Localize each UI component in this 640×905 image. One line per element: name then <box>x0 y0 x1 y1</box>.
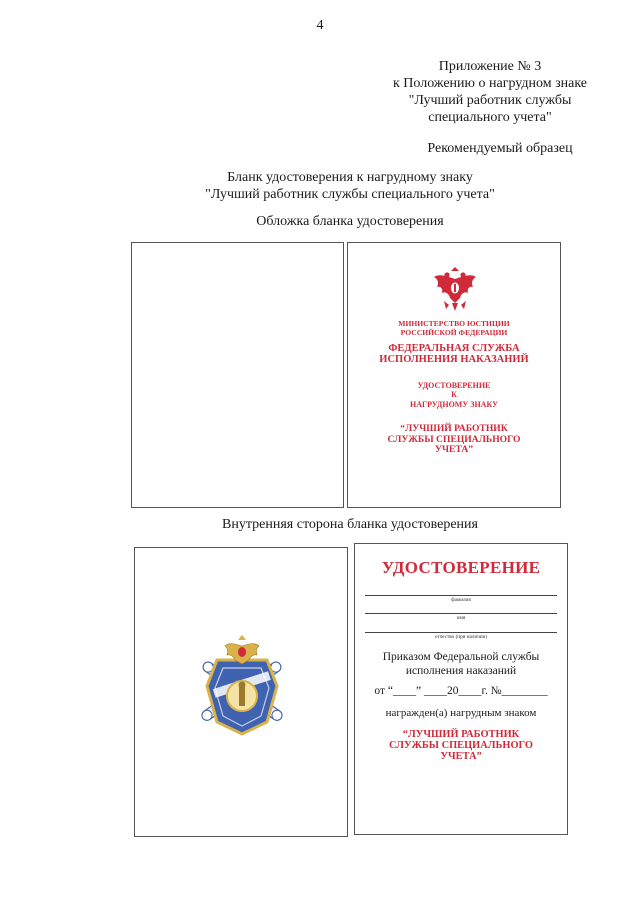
appendix-line: специального учета" <box>428 110 552 125</box>
inner-right-panel <box>354 543 568 835</box>
cover-badge-line: СЛУЖБЫ СПЕЦИАЛЬНОГО <box>387 433 521 445</box>
cover-left-panel <box>131 242 344 508</box>
inner-badge-line: “ЛУЧШИЙ РАБОТНИК <box>402 729 520 740</box>
form-title-line: "Лучший работник службы специального учета" <box>205 187 495 202</box>
double-headed-eagle-emblem <box>430 267 480 313</box>
appendix-line: к Положению о нагрудном знаке <box>392 76 587 91</box>
cover-badge-name <box>348 424 560 456</box>
ministry-label <box>348 320 560 337</box>
name-caption: имя <box>456 615 466 621</box>
ministry-line: МИНИСТЕРСТВО ЮСТИЦИИ <box>398 319 510 328</box>
fsin-line: ФЕДЕРАЛЬНАЯ СЛУЖБА <box>388 343 520 354</box>
ministry-line: РОССИЙСКОЙ ФЕДЕРАЦИИ <box>400 327 508 337</box>
inner-left-panel <box>134 547 348 837</box>
cover-certificate-label <box>348 381 560 409</box>
order-date-field: от “____” ____20____г. №________ <box>374 685 548 697</box>
order-line: исполнения наказаний <box>405 664 517 677</box>
patronymic-line <box>365 632 557 633</box>
appendix-line: "Лучший работник службы <box>408 93 572 108</box>
page-number: 4 <box>316 18 324 33</box>
name-line <box>365 613 557 614</box>
appendix-header <box>360 58 620 126</box>
appendix-line: Приложение № 3 <box>438 59 542 74</box>
cover-badge-line: “ЛУЧШИЙ РАБОТНИК <box>400 423 508 434</box>
inner-badge-line: СЛУЖБЫ СПЕЦИАЛЬНОГО <box>389 740 533 751</box>
surname-caption: фамилия <box>451 597 471 603</box>
form-title <box>150 169 550 203</box>
cover-badge-line: УЧЕТА” <box>434 444 474 455</box>
fsin-label <box>348 343 560 365</box>
patronymic-caption: отчество (при наличии) <box>434 634 488 640</box>
cover-certificate-line: К <box>451 390 457 400</box>
cover-right-panel <box>347 242 561 508</box>
inner-badge-name <box>355 729 567 762</box>
recommended-sample-label: Рекомендуемый образец <box>427 141 573 156</box>
form-title-line: Бланк удостоверения к нагрудному знаку <box>227 170 473 185</box>
order-label <box>355 651 567 678</box>
inner-certificate-heading: УДОСТОВЕРЕНИЕ <box>381 558 541 577</box>
fsin-line: ИСПОЛНЕНИЯ НАКАЗАНИЙ <box>379 354 529 365</box>
badge-emblem <box>193 630 291 742</box>
cover-certificate-line: НАГРУДНОМУ ЗНАКУ <box>410 399 498 409</box>
order-line: Приказом Федеральной службы <box>382 651 540 663</box>
cover-certificate-line: УДОСТОВЕРЕНИЕ <box>417 381 491 390</box>
surname-line <box>365 595 557 596</box>
inner-badge-line: УЧЕТА” <box>440 751 482 762</box>
cover-section-title: Обложка бланка удостоверения <box>256 214 444 229</box>
awarded-label: награжден(а) нагрудным знаком <box>385 707 537 719</box>
inner-section-title: Внутренняя сторона бланка удостоверения <box>222 517 478 532</box>
